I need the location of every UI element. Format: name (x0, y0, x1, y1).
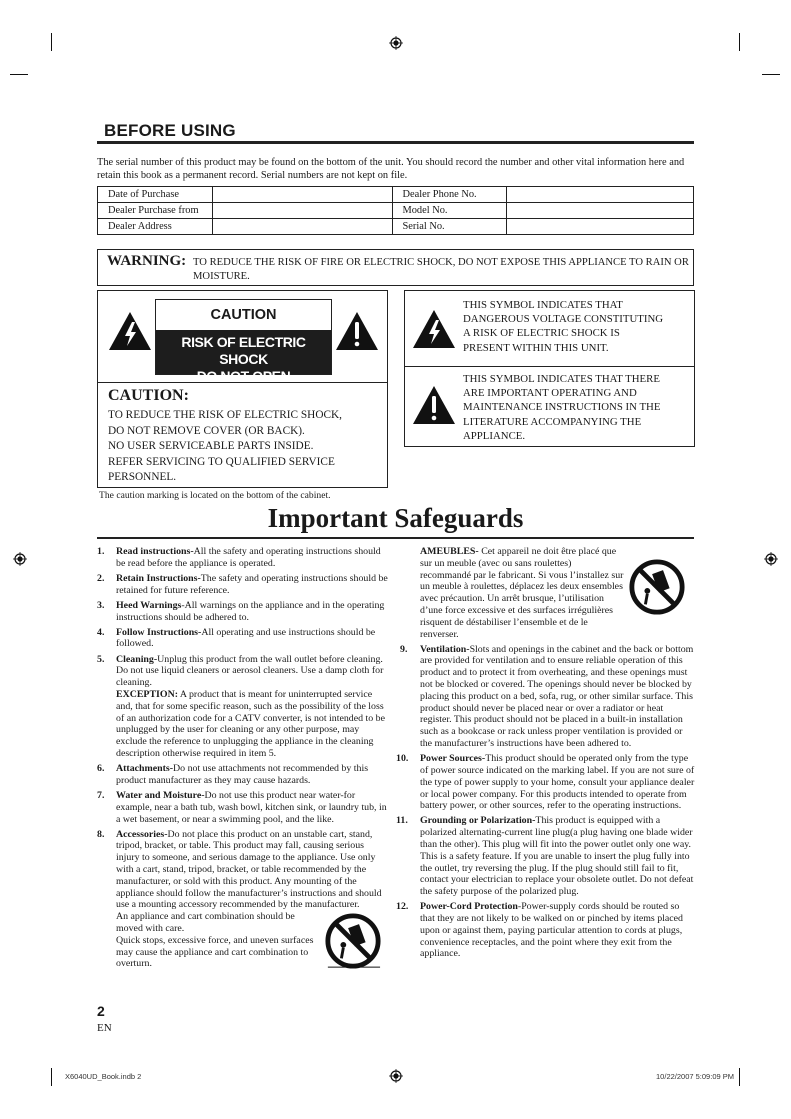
item-heading: Follow Instructions- (116, 626, 202, 638)
crop-mark (739, 33, 740, 51)
caution-line: REFER SERVICING TO QUALIFIED SERVICE (108, 455, 335, 468)
caution-box (97, 290, 388, 488)
caution-title: CAUTION: (108, 387, 189, 404)
item-number: 1. (97, 546, 105, 557)
list-item (97, 546, 390, 570)
safeguards-right-column (396, 546, 696, 964)
item-body: All operating and use instructions should be followed. (116, 626, 376, 650)
list-item (97, 829, 390, 971)
item-body: Do not use attachments not recommended by this product manufacturer as they may cause hazards. (116, 763, 369, 786)
item-heading: Ventilation- (420, 643, 470, 655)
symbol-text-line: THIS SYMBOL INDICATES THAT (463, 299, 623, 311)
field-label: Date of Purchase (98, 187, 213, 203)
symbol-text (463, 372, 660, 443)
caution-line: TO REDUCE THE RISK OF ELECTRIC SHOCK, (108, 409, 343, 421)
item-number: 6. (97, 763, 105, 775)
item-body: Slots and openings in the cabinet and the back or bottom are provided for ventilation and to ensure reliable operation of this product and to protect it from overheating, and these openings must not be blocked or covered. The openings should never be blocked by placing this product on a bed, sofa, rug, or other similar surface. This product should never be placed near or over a radiator or heat register. This product should not be placed in a built-in installation such as a bookcase or rack unless proper ventilation is provided or the manufacturer’s instructions have been adhered to. (420, 643, 694, 750)
caution-label-body (156, 330, 331, 384)
item-heading: Water and Moisture- (116, 789, 205, 801)
list-item (400, 643, 696, 750)
table-row (98, 203, 694, 219)
section-title: BEFORE USING (104, 121, 236, 140)
item-heading: Power-Cord Protection (420, 901, 518, 913)
symbol-text-line: APPLIANCE. (463, 429, 526, 442)
item-heading: Attachments- (116, 763, 174, 775)
item-body: Cet appareil ne doit être placé que sur un meuble (avec ou sans roulettes) recommandé par le fabricant. Si vous l’installez sur un meuble à roulettes, déplacez les deux ensembles avec précaution. Un arrêt brusque, l’utilisation d’une force excessive et des surfaces irrégulières risquent de déstabiliser l’ensemble et de le renverser. (420, 546, 624, 640)
dealer-purchase-from-field[interactable] (212, 203, 392, 219)
cart-note-text: An appliance and cart combination should be moved with care. (116, 911, 295, 934)
exclamation-triangle-icon (335, 311, 379, 351)
caution-label-area (98, 291, 387, 383)
item-number: 9. (400, 643, 408, 655)
caution-line: PERSONNEL. (108, 471, 177, 484)
item-heading: Power Sources- (420, 753, 486, 765)
list-item (396, 753, 696, 812)
item-number: 2. (97, 572, 105, 584)
list-item (97, 763, 390, 787)
item-body: The safety and operating instructions should be retained for future reference. (116, 572, 388, 596)
crop-mark (739, 1068, 740, 1086)
item-number: 5. (97, 653, 105, 665)
registration-mark-icon (764, 552, 778, 566)
list-item (396, 815, 696, 898)
item-number: 7. (97, 789, 105, 801)
caution-label (155, 299, 332, 384)
title-rule (97, 537, 694, 539)
crop-mark (10, 74, 28, 75)
field-label: Dealer Phone No. (392, 187, 507, 203)
item-body: This product is equipped with a polarized alternating-current line plug(a plug having one blade wider than the other). This plug will fit into the power outlet only one way. This is a safety feature. If you are unable to insert the plug fully into the outlet, try reversing the plug. If the plug should still fail to fit, contact your electrician to replace your obsolete outlet. Do not defeat the safety purpose of the polarized plug. (420, 815, 694, 898)
item-heading: AMEUBLES- (420, 546, 479, 557)
caution-note: The caution marking is located on the bottom of the cabinet. (99, 490, 331, 501)
dealer-phone-field[interactable] (507, 187, 694, 203)
model-no-field[interactable] (507, 203, 694, 219)
list-item (97, 654, 390, 760)
table-row (98, 219, 694, 235)
field-label: Dealer Purchase from (98, 203, 213, 219)
warning-text: TO REDUCE THE RISK OF FIRE OR ELECTRIC SHOCK, DO NOT EXPOSE THIS APPLIANCE TO RAIN OR MOISTURE. (193, 257, 689, 282)
item-body: -All warnings on the appliance and in the operating instructions should be adhered to. (116, 599, 385, 623)
crop-mark (51, 33, 52, 51)
item-heading: Cleaning- (116, 653, 158, 665)
registration-mark-icon (389, 36, 403, 50)
item-body: Unplug this product from the wall outlet before cleaning. Do not use liquid cleaners or aerosol cleaners. Use a damp cloth for cleaning. (116, 653, 384, 689)
list-item (396, 901, 696, 960)
item-number: 12. (396, 901, 409, 913)
item-number: 4. (97, 626, 105, 638)
exclamation-triangle-icon (412, 385, 456, 425)
caution-label-line: DO NOT OPEN (196, 368, 291, 384)
symbol-row (405, 367, 694, 446)
item-heading: Retain Instructions- (116, 572, 201, 584)
caution-label-line: RISK OF ELECTRIC SHOCK (181, 334, 306, 367)
item-heading: Accessories- (116, 828, 168, 840)
crop-mark (762, 74, 780, 75)
caution-line: NO USER SERVICEABLE PARTS INSIDE. (108, 440, 314, 453)
item-body: This product should be operated only from the type of power source indicated on the marking label. If you are not sure of the type of power supply to your home, consult your appliance dealer or local power company. For this products intended to operate from battery power, or other sources, refer to the operating instructions. (420, 753, 695, 812)
list-item (97, 627, 390, 651)
lightning-triangle-icon (412, 309, 456, 349)
symbol-text-line: ARE IMPORTANT OPERATING AND (463, 387, 637, 400)
symbol-row (405, 291, 694, 367)
cart-note-text: Quick stops, excessive force, and uneven surfaces may cause the appliance and cart combination to overturn. (116, 934, 314, 970)
warning-label: WARNING: (107, 253, 187, 269)
table-row (98, 187, 694, 203)
field-label: Serial No. (392, 219, 507, 235)
page-number: 2 (97, 1003, 105, 1019)
item-body: -Power-supply cords should be routed so that they are not likely to be walked on or pinched by items placed upon or against them, paying particular attention to cords at plugs, convenience receptacles, and the point where they exit from the appliance. (420, 901, 683, 960)
symbol-text-line: THIS SYMBOL INDICATES THAT THERE (463, 373, 660, 385)
lightning-triangle-icon (108, 311, 152, 351)
caution-label-head: CAUTION (210, 307, 277, 323)
dealer-address-field[interactable] (212, 219, 392, 235)
registration-mark-icon (13, 552, 27, 566)
cart-tip-over-warning-icon (324, 912, 382, 970)
symbol-text-line: LITERATURE ACCOMPANYING THE (463, 415, 642, 428)
page-title: Important Safeguards (267, 503, 524, 533)
warning-box (97, 249, 694, 286)
safeguards-left-column (97, 546, 390, 973)
list-item (97, 790, 390, 825)
item-heading: Heed Warnings (116, 599, 182, 611)
item-number: 11. (396, 815, 408, 827)
symbol-text-line: DANGEROUS VOLTAGE CONSTITUTING (463, 313, 664, 326)
item-body: Do not use this product near water-for example, near a bath tub, wash bowl, kitchen sink, or laundry tub, in a wet basement, or near a swimming pool, and the like. (116, 789, 387, 825)
field-label: Model No. (392, 203, 507, 219)
caution-lines (108, 408, 342, 486)
intro-paragraph: The serial number of this product may be found on the bottom of the unit. You should record the number and other vital information here and retain this book as a permanent record. Serial numbers are not kept on file. (97, 157, 685, 181)
field-label: Dealer Address (98, 219, 213, 235)
registration-mark-icon (389, 1069, 403, 1083)
item-body: Do not place this product on an unstable cart, stand, tripod, bracket, or table. This product may fall, causing serious injury to someone, and serious damage to the appliance. Use only with a cart, stand, tripod, bracket, or table recommended by the manufacturer, or sold with this product. Any mounting of the appliance should follow the manufacturer’s instructions and should use a mounting accessory recommended by the manufacturer. (116, 828, 382, 911)
item-body: All the safety and operating instructions should be read before the appliance is operated. (116, 546, 381, 569)
symbol-text (463, 298, 663, 355)
slug-filename: X6040UD_Book.indb 2 (65, 1072, 142, 1081)
cart-tip-over-warning-icon (628, 558, 686, 616)
section-rule (97, 141, 694, 144)
exception-heading: EXCEPTION: (116, 688, 178, 700)
symbol-box (404, 290, 695, 447)
slug-timestamp: 10/22/2007 5:09:09 PM (656, 1072, 734, 1081)
date-of-purchase-field[interactable] (212, 187, 392, 203)
caution-line: DO NOT REMOVE COVER (OR BACK). (108, 424, 305, 437)
exception-body: A product that is meant for uninterrupted service and, that for some specific reason, such as the possibility of the loss of an authorization code for a CATV converter, is not intended to be unplugged by the user for cleaning or any other purpose, may exclude the reference to unplugging the appliance in the cleaning description otherwise required in item 5. (116, 688, 385, 759)
serial-no-field[interactable] (507, 219, 694, 235)
item-number: 3. (97, 599, 105, 611)
page-language: EN (97, 1022, 112, 1034)
item-number: 10. (396, 753, 409, 765)
symbol-text-line: A RISK OF ELECTRIC SHOCK IS (463, 327, 620, 340)
cart-note (116, 911, 321, 970)
item-number: 8. (97, 828, 105, 840)
item-heading: Read instructions- (116, 546, 194, 557)
symbol-text-line: PRESENT WITHIN THIS UNIT. (463, 341, 609, 354)
record-table (97, 186, 694, 235)
list-item (97, 573, 390, 597)
symbol-text-line: MAINTENANCE INSTRUCTIONS IN THE (463, 401, 661, 414)
item-heading: Grounding or Polarization- (420, 815, 536, 827)
list-item (97, 600, 390, 624)
crop-mark (51, 1068, 52, 1086)
